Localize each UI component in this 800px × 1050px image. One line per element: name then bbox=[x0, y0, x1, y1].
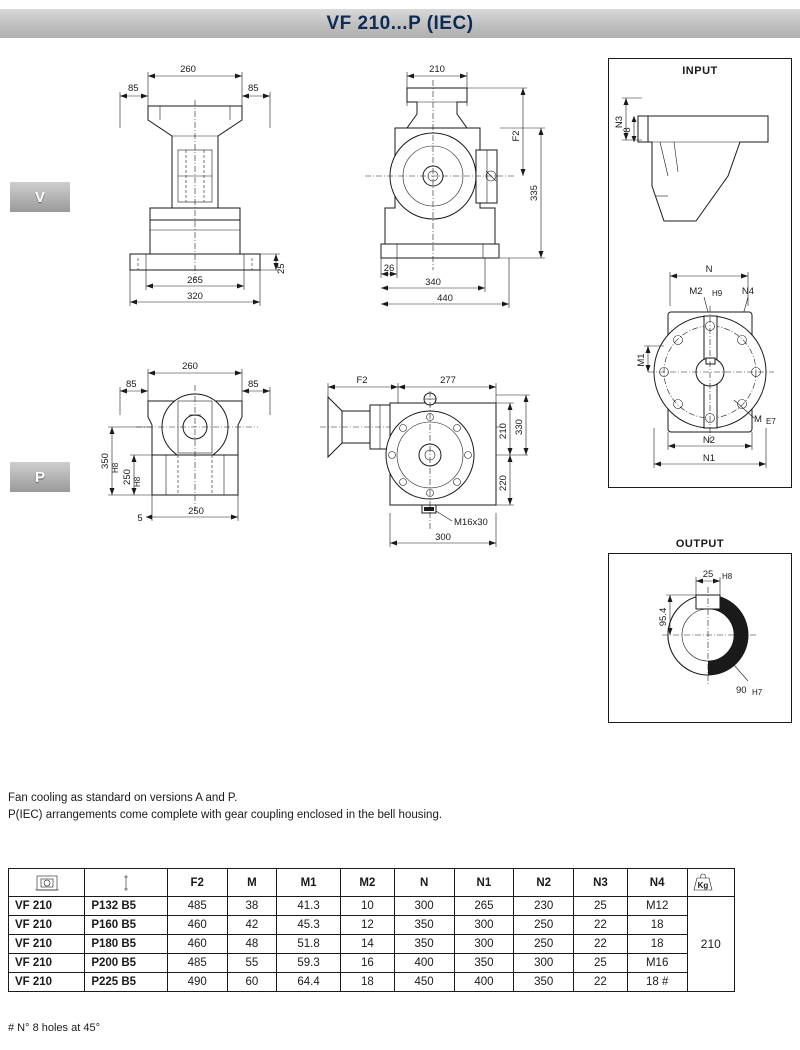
cell-model: VF 210 bbox=[9, 954, 85, 973]
dim-85-left-p: 85 bbox=[126, 379, 137, 390]
table-row bbox=[9, 916, 735, 935]
note-line-1: Fan cooling as standard on versions A and P. bbox=[8, 792, 238, 804]
dim-277: 277 bbox=[440, 375, 456, 386]
cell-n3: 22 bbox=[574, 935, 628, 954]
specification-table-wrapper bbox=[8, 868, 792, 992]
cell-n1: 300 bbox=[454, 916, 514, 935]
cell-m2: 18 bbox=[341, 973, 395, 992]
cell-f2: 460 bbox=[167, 935, 227, 954]
cell-n4: M16 bbox=[627, 954, 687, 973]
dim-340: 340 bbox=[425, 277, 441, 288]
drawing-output-shaft bbox=[608, 553, 792, 723]
table-footnote: # N° 8 holes at 45° bbox=[8, 1022, 100, 1034]
cell-n: 350 bbox=[394, 916, 454, 935]
dim-260-p: 260 bbox=[182, 361, 198, 372]
cell-n1: 400 bbox=[454, 973, 514, 992]
cell-m1: 51.8 bbox=[277, 935, 341, 954]
cell-n3: 22 bbox=[574, 973, 628, 992]
cell-weight: 210 bbox=[687, 897, 734, 992]
version-badge-v: V bbox=[10, 182, 70, 212]
drawing-p-side-view bbox=[310, 355, 560, 565]
dim-m2: M2 bbox=[689, 286, 703, 297]
cell-size: P225 B5 bbox=[85, 973, 168, 992]
dim-25: 25 bbox=[276, 263, 287, 274]
drawing-input-flange bbox=[608, 250, 792, 486]
dim-440: 440 bbox=[437, 293, 453, 304]
drawing-input-section bbox=[608, 76, 792, 256]
svg-text:Kg: Kg bbox=[697, 880, 708, 890]
dim-m1: M1 bbox=[636, 353, 647, 367]
table-header-row bbox=[9, 869, 735, 897]
drawing-v-front-view bbox=[90, 58, 320, 318]
dim-250: 250 bbox=[188, 506, 204, 517]
dim-n4: N4 bbox=[741, 286, 755, 297]
cell-f2: 490 bbox=[167, 973, 227, 992]
th-m2: M2 bbox=[341, 869, 395, 897]
dim-210-top: 210 bbox=[429, 64, 445, 75]
dim-350-tol: H8 bbox=[111, 462, 120, 473]
specification-table bbox=[8, 868, 735, 992]
th-n1: N1 bbox=[454, 869, 514, 897]
cell-m2: 12 bbox=[341, 916, 395, 935]
cell-n1: 265 bbox=[454, 897, 514, 916]
cell-model: VF 210 bbox=[9, 935, 85, 954]
th-n3: N3 bbox=[574, 869, 628, 897]
cell-n2: 350 bbox=[514, 973, 574, 992]
dim-f2-p: F2 bbox=[356, 375, 368, 386]
dim-320: 320 bbox=[187, 291, 203, 302]
drawing-p-front-view bbox=[90, 355, 320, 545]
dim-m-tol: E7 bbox=[766, 417, 776, 426]
dim-335: 335 bbox=[529, 185, 540, 201]
table-row bbox=[9, 973, 735, 992]
notes-block bbox=[8, 790, 668, 824]
dim-n3: N3 bbox=[614, 115, 625, 129]
dim-8: 8 bbox=[622, 127, 633, 133]
cell-n3: 22 bbox=[574, 916, 628, 935]
dim-350: 350 bbox=[100, 453, 111, 469]
dim-m2-tol: H9 bbox=[712, 289, 723, 298]
cell-f2: 485 bbox=[167, 897, 227, 916]
cell-m: 42 bbox=[227, 916, 277, 935]
dim-n2: N2 bbox=[702, 435, 716, 446]
cell-size: P200 B5 bbox=[85, 954, 168, 973]
dim-330: 330 bbox=[514, 419, 525, 435]
th-n4: N4 bbox=[627, 869, 687, 897]
cell-n4: 18 # bbox=[627, 973, 687, 992]
dim-n: N bbox=[705, 264, 713, 275]
cell-model: VF 210 bbox=[9, 897, 85, 916]
dim-5: 5 bbox=[137, 513, 143, 524]
cell-n: 450 bbox=[394, 973, 454, 992]
th-f2: F2 bbox=[167, 869, 227, 897]
cell-n2: 300 bbox=[514, 954, 574, 973]
th-model-icon bbox=[9, 869, 85, 897]
page-title: VF 210...P (IEC) bbox=[326, 12, 474, 34]
cell-n2: 250 bbox=[514, 935, 574, 954]
dim-300: 300 bbox=[435, 532, 451, 543]
dim-95-4: 95.4 bbox=[658, 607, 669, 627]
output-panel-title: OUTPUT bbox=[675, 538, 725, 550]
cell-n: 350 bbox=[394, 935, 454, 954]
cell-m2: 16 bbox=[341, 954, 395, 973]
cell-m: 60 bbox=[227, 973, 277, 992]
cell-m: 48 bbox=[227, 935, 277, 954]
dim-25-h8: 25 bbox=[702, 569, 714, 580]
dim-90: 90 bbox=[736, 685, 747, 696]
cell-n: 300 bbox=[394, 897, 454, 916]
gearbox-icon bbox=[34, 873, 60, 893]
drawing-v-side-view bbox=[345, 58, 565, 318]
cell-m: 38 bbox=[227, 897, 277, 916]
cell-n1: 350 bbox=[454, 954, 514, 973]
cell-m1: 45.3 bbox=[277, 916, 341, 935]
table-row bbox=[9, 935, 735, 954]
dim-260-top: 260 bbox=[180, 64, 196, 75]
cell-m: 55 bbox=[227, 954, 277, 973]
cell-size: P132 B5 bbox=[85, 897, 168, 916]
page-header bbox=[0, 8, 800, 38]
cell-n2: 250 bbox=[514, 916, 574, 935]
dim-m: M bbox=[754, 414, 762, 425]
cell-n3: 25 bbox=[574, 897, 628, 916]
cell-n2: 230 bbox=[514, 897, 574, 916]
th-weight bbox=[687, 869, 734, 897]
dim-26: 26 bbox=[383, 263, 395, 274]
th-size-icon bbox=[85, 869, 168, 897]
callout-m16x30: M16x30 bbox=[454, 517, 488, 528]
dim-n1: N1 bbox=[702, 453, 716, 464]
cell-model: VF 210 bbox=[9, 916, 85, 935]
table-row bbox=[9, 897, 735, 916]
th-m1: M1 bbox=[277, 869, 341, 897]
cell-f2: 485 bbox=[167, 954, 227, 973]
cell-m1: 59.3 bbox=[277, 954, 341, 973]
cell-m1: 64.4 bbox=[277, 973, 341, 992]
cell-n4: 18 bbox=[627, 935, 687, 954]
version-badge-p: P bbox=[10, 462, 70, 492]
dim-85-right: 85 bbox=[248, 83, 259, 94]
cell-m1: 41.3 bbox=[277, 897, 341, 916]
dim-220: 220 bbox=[498, 475, 509, 491]
cell-m2: 10 bbox=[341, 897, 395, 916]
shaft-icon bbox=[121, 873, 131, 893]
th-n: N bbox=[394, 869, 454, 897]
cell-n3: 25 bbox=[574, 954, 628, 973]
dim-250v: 250 bbox=[122, 469, 133, 485]
table-row bbox=[9, 954, 735, 973]
dim-85-left: 85 bbox=[128, 83, 139, 94]
cell-f2: 460 bbox=[167, 916, 227, 935]
cell-n4: 18 bbox=[627, 916, 687, 935]
input-panel-title: INPUT bbox=[682, 65, 718, 77]
cell-size: P160 B5 bbox=[85, 916, 168, 935]
dim-f2-label: F2 bbox=[511, 130, 522, 142]
th-m: M bbox=[227, 869, 277, 897]
cell-model: VF 210 bbox=[9, 973, 85, 992]
dim-210-p: 210 bbox=[498, 423, 509, 439]
dim-250v-tol: H8 bbox=[133, 476, 142, 487]
note-line-2: P(IEC) arrangements come complete with gear coupling enclosed in the bell housing. bbox=[8, 809, 443, 821]
cell-m2: 14 bbox=[341, 935, 395, 954]
th-n2: N2 bbox=[514, 869, 574, 897]
cell-n1: 300 bbox=[454, 935, 514, 954]
dim-85-right-p: 85 bbox=[248, 379, 259, 390]
cell-size: P180 B5 bbox=[85, 935, 168, 954]
dim-265: 265 bbox=[187, 275, 203, 286]
dim-25-tol: H8 bbox=[722, 572, 733, 581]
cell-n4: M12 bbox=[627, 897, 687, 916]
cell-n: 400 bbox=[394, 954, 454, 973]
dim-90-tol: H7 bbox=[752, 688, 763, 697]
weight-icon bbox=[691, 873, 715, 893]
